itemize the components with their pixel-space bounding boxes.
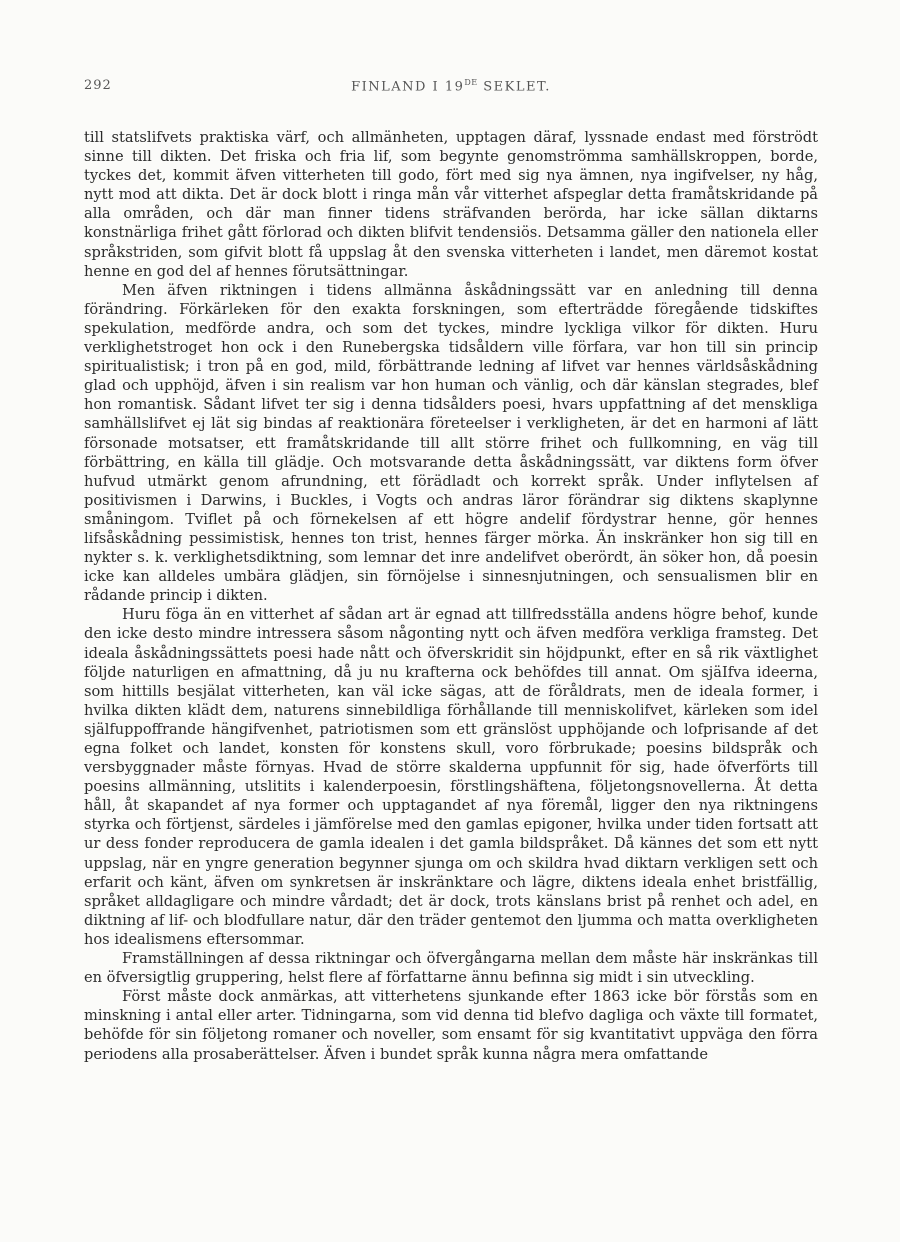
paragraph: till statslifvets praktiska värf, och allmänheten, upptagen däraf, lyssnade endast med förströdt sinne till dikten. Det friska och fria lif, som begynte genomströmma samhällskroppen, borde, tyckes det, kommit äfven vitterheten till godo, fört med sig nya ämnen, nya ingifvelser, ny håg, nytt mod att dikta. Det är dock blott i ringa mån vår vitterhet afspeglar detta framåtskridande på alla områden, och där man finner tidens sträfvanden berörda, har icke sällan diktarns konstnärliga frihet gått förlorad och dikten blifvit tendensiös. Detsamma gäller den nationela eller språkstriden, som gifvit blott få uppslag åt den svenska vitterheten i landet, men däremot kostat henne en god del af hennes förutsättningar. xyxy=(84,129,818,280)
page-number: 292 xyxy=(84,78,112,93)
paragraph: Huru föga än en vitterhet af sådan art är egnad att tillfredsställa andens högre behof, kunde den icke desto mindre intressera såsom någonting nytt och äfven medföra verkliga framsteg. Det ideala åskådningssättets poesi hade nått och öfverskridit sin höjdpunkt, efter en så rik växtlighet följde naturligen en afmattning, då ju nu krafterna ock behöfdes till annat. Om sjäIfva ideerna, som hittills besjälat vitterheten, kan väl icke sägas, att de föråldrats, men de ideala former, i hvilka dikten klädt dem, naturens sinnebildliga förhållande till menniskolifvet, kärleken som idel själfuppoffrande hängifvenhet, patriotismen som ett gränslöst upphöjande och lofprisande af det egna folket och landet, konsten för konstens skull, voro förbrukade; poesins bildspråk och versbyggnader måste förnyas. Hvad de större skalderna uppfunnit för sig, hade öfverförts till poesins allmänning, utslitits i kalenderpoesin, förstlingshäftena, följetongsnovellerna. Åt detta håll, åt skapandet af nya former och upptagandet af nya föremål, ligger den nya riktningens styrka och förtjenst, särdeles i jämförelse med den gamlas epigoner, hvilka under tiden fortsatt att ur dess fonder reproducera de gamla idealen i det gamla bildspråket. Då kännes det som ett nytt uppslag, när en yngre generation begynner sjunga om och skildra hvad diktarn verkligen sett och erfarit och känt, äfven om synkretsen är inskränktare och lägre, diktens ideala enhet bristfällig, språket alldagligare och mindre vårdadt; det är dock, trots känslans brist på renhet och adel, en diktning af lif- och blodfullare natur, där den träder gentemot den ljumma och matta overkligheten hos idealismens eftersommar. xyxy=(84,606,818,948)
body-text xyxy=(84,128,818,1064)
ordinal-suffix: DE xyxy=(464,78,478,87)
paragraph: Men äfven riktningen i tidens allmänna åskådningssätt var en anledning till denna förändring. Förkärleken för den exakta forskningen, som efterträdde föregående tidskiftes spekulation, medförde andra, och som det tyckes, mindre lyckliga vilkor för dikten. Huru verklighetstroget hon ock i den Runebergska tidsåldern ville förfara, var hon till sin princip spiritualistisk; i tron på en god, mild, förbättrande ledning af lifvet var hennes världsåskådning glad och upphöjd, äfven i sin realism var hon human och vänlig, och där känslan stegrades, blef hon romantisk. Sådant lifvet ter sig i denna tidsålders poesi, hvars uppfattning af det menskliga samhällslifvet ej lät sig bindas af reaktionära företeelser i verkligheten, är det en harmoni af lätt försonade motsatser, ett framåtskridande till allt större frihet och fullkomning, en väg till förbättring, en källa till glädje. Och motsvarande detta åskådningssätt, var diktens form öfver hufvud utmärkt genom afrundning, ett förädladt och korrekt språk. Under inflytelsen af positivismen i Darwins, i Buckles, i Vogts och andras läror förändrar sig diktens skaplynne småningom. Tviflet på och förnekelsen af ett högre andelif fördystrar henne, gör hennes lifsåskådning pessimistisk, hennes ton trist, hennes färger mörka. Än inskränker hon sig till en nykter s. k. verklighetsdiktning, som lemnar det inre andelifvet oberördt, än söker hon, då poesin icke kan alldeles umbära glädjen, sin förnöjelse i sinnesnjutningen, och sensualismen blir en rådande princip i dikten. xyxy=(84,281,818,605)
running-title: FINLAND I 19DE SEKLET. xyxy=(351,78,551,95)
running-header xyxy=(84,78,818,102)
paragraph: Först måste dock anmärkas, att vitterhetens sjunkande efter 1863 icke bör förstås som en minskning i antal eller arter. Tidningarna, som vid denna tid blefvo dagliga och växte till formatet, behöfde för sin följetong romaner och noveller, som ensamt för sig kvantitativt uppväga den förra periodens alla prosaberättelser. Äfven i bundet språk kunna några mera omfattande xyxy=(84,988,818,1063)
paragraph: Framställningen af dessa riktningar och öfvergångarna mellan dem måste här inskränkas till en öfversigtlig gruppering, helst flere af författarne ännu befinna sig midt i sin utveckling. xyxy=(84,950,818,987)
